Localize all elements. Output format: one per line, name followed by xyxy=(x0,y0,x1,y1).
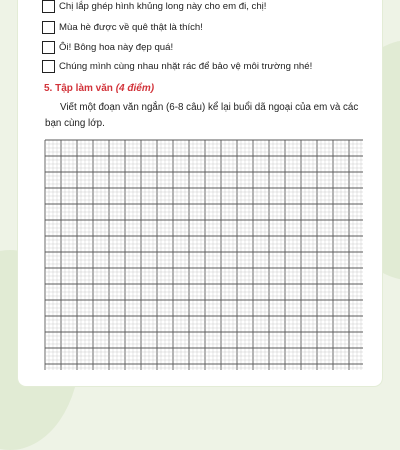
section-title-text: 5. Tập làm văn xyxy=(44,83,113,94)
checkbox-icon[interactable] xyxy=(42,60,55,73)
option-row-3[interactable] xyxy=(42,39,173,55)
option-row-2[interactable] xyxy=(42,19,203,35)
option-row-1[interactable] xyxy=(42,0,266,14)
checkbox-icon[interactable] xyxy=(42,0,55,13)
option-label: Ôi! Bông hoa này đẹp quá! xyxy=(59,41,174,53)
option-label: Mùa hè được về quê thật là thích! xyxy=(59,21,203,33)
checkbox-icon[interactable] xyxy=(42,21,55,34)
section-title xyxy=(44,83,154,94)
checkbox-icon[interactable] xyxy=(42,41,55,54)
option-label: Chị lắp ghép hình khủng long này cho em đi, chị! xyxy=(59,0,267,12)
option-label: Chúng mình cùng nhau nhặt rác để bảo vệ môi trường nhé! xyxy=(59,60,313,72)
section-score: (4 điểm) xyxy=(115,83,155,94)
writing-grid-lines xyxy=(44,139,364,371)
option-row-4[interactable] xyxy=(42,58,312,74)
writing-prompt: Viết một đoạn văn ngắn (6-8 câu) kể lại buổi dã ngoại của em và các bạn cùng lớp. xyxy=(45,102,359,129)
writing-grid[interactable] xyxy=(44,139,364,376)
